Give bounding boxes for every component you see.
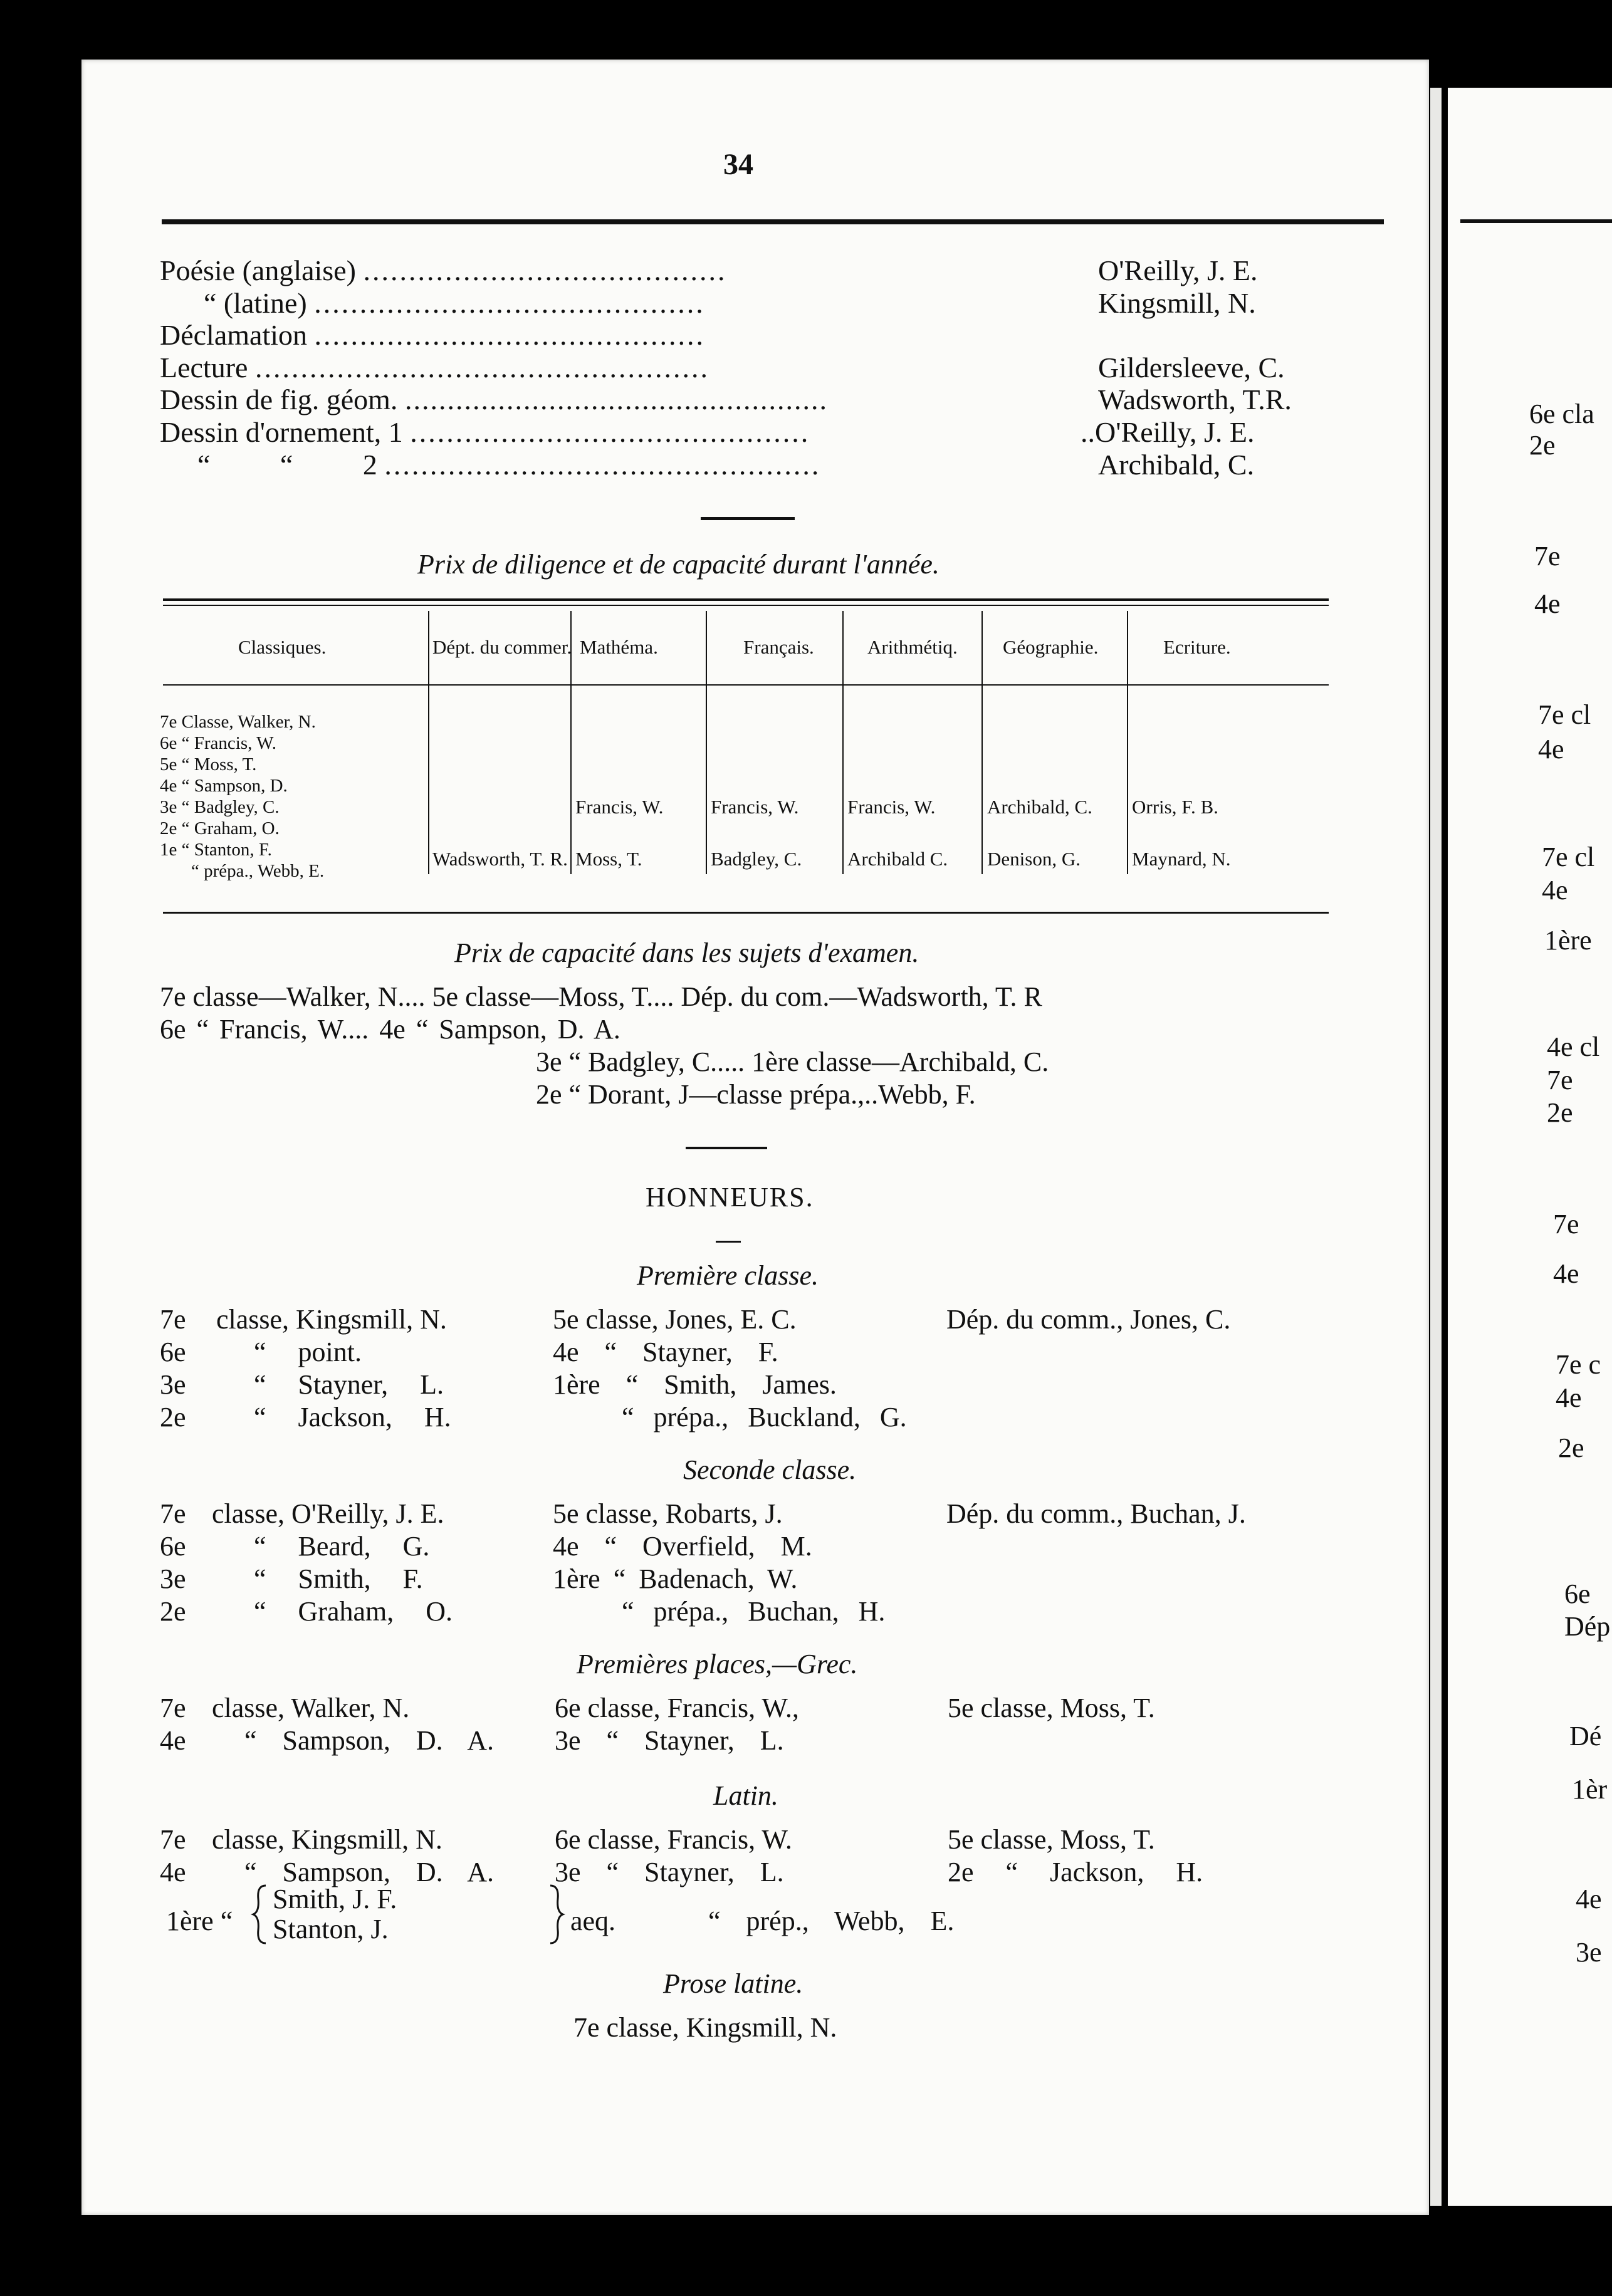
- honour-entry: “ Graham, O.: [254, 1596, 453, 1627]
- honour-entry: 4e “ Overfield, M.: [553, 1531, 812, 1562]
- honour-entry: “ Beard, G.: [254, 1531, 430, 1562]
- honour-entry: “ Stayner, L.: [254, 1369, 444, 1400]
- honneurs-title: HONNEURS.: [646, 1182, 814, 1213]
- honour-entry: Dép. du comm., Buchan, J.: [946, 1498, 1246, 1529]
- class-number: 1ère “: [166, 1906, 233, 1936]
- table-cell: Maynard, N.: [1132, 848, 1231, 870]
- honour-entry: 2e “ Jackson, H.: [948, 1857, 1203, 1887]
- fragment: 2e: [1547, 1097, 1573, 1128]
- prize-winner: ..O'Reilly, J. E.: [1081, 416, 1255, 448]
- honour-entry: classe, Kingsmill, N.: [212, 1824, 442, 1855]
- prize-subject: Dessin d'ornement, 1: [160, 416, 403, 448]
- section-rule: [716, 1241, 741, 1243]
- page-edge: [1430, 88, 1442, 2206]
- premiere-classe-heading: Première classe.: [637, 1260, 819, 1291]
- top-rule: [162, 219, 1384, 224]
- honour-entry: Dép. du comm., Jones, C.: [946, 1304, 1231, 1335]
- prose-latine-heading: Prose latine.: [663, 1968, 803, 1999]
- fragment: 4e: [1542, 875, 1568, 905]
- classiques-list: [160, 711, 324, 882]
- fragment: 4e: [1534, 588, 1561, 619]
- table-cell: Moss, T.: [575, 848, 642, 870]
- table-top-rule: [163, 598, 1329, 601]
- honour-entry: “ prép., Webb, E.: [708, 1906, 955, 1936]
- prize-winner: Archibald, C.: [1098, 449, 1255, 481]
- list-item: “ prépa., Webb, E.: [191, 861, 325, 881]
- list-item: 2e “ Graham, O.: [160, 818, 280, 838]
- class-number: 7e: [160, 1693, 186, 1723]
- table-cell: Wadsworth, T. R.: [432, 848, 568, 870]
- col-rule: [842, 611, 844, 874]
- prize-row: [160, 351, 709, 384]
- header-rule: [163, 684, 1329, 686]
- table-bottom-rule: [163, 912, 1329, 914]
- honour-entry: Smith, J. F.: [273, 1884, 397, 1914]
- fragment: 6e cla: [1529, 399, 1594, 429]
- document-page: [81, 60, 1429, 2215]
- honour-entry: “ Smith, F.: [254, 1563, 423, 1594]
- prize-row: [160, 286, 705, 320]
- honour-entry: classe, Walker, N.: [212, 1693, 410, 1723]
- leader-dots: ...........................................: [314, 287, 705, 319]
- table-cell: Archibald C.: [847, 848, 948, 870]
- table-cell: Francis, W.: [575, 796, 664, 818]
- prize-subject: Dessin de fig. géom.: [160, 384, 398, 415]
- col-rule: [706, 611, 707, 874]
- list-item: 3e “ Badgley, C.: [160, 797, 280, 817]
- fragment: 4e cl: [1547, 1031, 1600, 1062]
- class-number: 3e: [160, 1563, 186, 1594]
- prize-row: [160, 254, 726, 287]
- grec-heading: Premières places,—Grec.: [577, 1649, 858, 1679]
- table-cell: Archibald, C.: [987, 796, 1092, 818]
- prize-row: [160, 415, 810, 449]
- class-number: 7e: [160, 1824, 186, 1855]
- leader-dots: ................................................: [384, 449, 821, 481]
- leader-dots: ..................................................: [404, 384, 828, 415]
- right-brace-icon: [547, 1883, 565, 1946]
- table-cell: Francis, W.: [847, 796, 936, 818]
- honour-entry: classe, Kingsmill, N.: [216, 1304, 447, 1335]
- honour-entry: 3e “ Stayner, L.: [555, 1857, 784, 1887]
- fragment: 1ère: [1544, 925, 1592, 956]
- table-cell: Francis, W.: [711, 796, 799, 818]
- fragment: 4e: [1556, 1382, 1582, 1413]
- honour-entry: 5e classe, Robarts, J.: [553, 1498, 783, 1529]
- honour-entry: “ Jackson, H.: [254, 1402, 451, 1432]
- class-number: 3e: [160, 1369, 186, 1400]
- prize-winner: Wadsworth, T.R.: [1098, 384, 1292, 415]
- honour-entry: “ Sampson, D. A.: [244, 1857, 494, 1887]
- prose-latine-entry: 7e classe, Kingsmill, N.: [573, 2012, 837, 2043]
- left-brace-icon: [251, 1883, 270, 1946]
- prize-winner: Kingsmill, N.: [1098, 287, 1256, 319]
- fragment: 7e: [1547, 1065, 1573, 1095]
- col-rule: [1127, 611, 1128, 874]
- page-number: 34: [723, 148, 753, 181]
- capacite-line: 3e “ Badgley, C..... 1ère classe—Archibald, C.: [536, 1046, 1049, 1077]
- seconde-classe-heading: Seconde classe.: [683, 1454, 857, 1485]
- fragment: 7e c: [1556, 1349, 1601, 1380]
- table-cell: Orris, F. B.: [1132, 796, 1218, 818]
- honour-entry: classe, O'Reilly, J. E.: [212, 1498, 444, 1529]
- table-cell: Denison, G.: [987, 848, 1081, 870]
- honour-entry: 5e classe, Moss, T.: [948, 1824, 1155, 1855]
- fragment: 6e: [1564, 1578, 1591, 1609]
- section-rule: [686, 1147, 767, 1149]
- fragment: Dép: [1564, 1611, 1611, 1642]
- col-header-arith: Arithmétiq.: [867, 636, 958, 658]
- class-number: 6e: [160, 1337, 186, 1367]
- fragment: 2e: [1529, 430, 1556, 461]
- diligence-heading: Prix de diligence et de capacité durant l'année.: [417, 549, 939, 580]
- aeq-group: [273, 1884, 397, 1944]
- leader-dots: ...........................................: [314, 319, 706, 351]
- prize-subject: Déclamation: [160, 319, 308, 351]
- honour-entry: 5e classe, Jones, E. C.: [553, 1304, 797, 1335]
- fragment: 7e: [1553, 1209, 1579, 1239]
- honour-entry: 6e classe, Francis, W.,: [555, 1693, 799, 1723]
- honour-entry: 5e classe, Moss, T.: [948, 1693, 1155, 1723]
- honour-entry: 1ère “ Smith, James.: [553, 1369, 837, 1400]
- fragment: 7e cl: [1538, 699, 1591, 730]
- fragment: 7e: [1534, 541, 1561, 571]
- prize-subject: Poésie (anglaise): [160, 254, 356, 286]
- class-number: 4e: [160, 1857, 186, 1887]
- honour-entry: 4e “ Stayner, F.: [553, 1337, 778, 1367]
- prize-row: [160, 383, 828, 416]
- honour-entry: “ prépa., Buchan, H.: [622, 1596, 886, 1627]
- honour-entry: 1ère “ Badenach, W.: [553, 1563, 798, 1594]
- col-header-commerce: Dépt. du commer.: [432, 636, 572, 658]
- fragment: 3e: [1576, 1937, 1602, 1968]
- table-top-rule-thin: [163, 605, 1329, 606]
- col-header-geo: Géographie.: [1003, 636, 1099, 658]
- fragment: 2e: [1558, 1432, 1584, 1463]
- col-header-francais: Français.: [743, 636, 814, 658]
- latin-heading: Latin.: [713, 1780, 778, 1811]
- honour-entry: 3e “ Stayner, L.: [555, 1725, 784, 1756]
- top-rule: [1460, 219, 1612, 223]
- prize-subject: “ (latine): [204, 287, 307, 319]
- capacite-line: 7e classe—Walker, N.... 5e classe—Moss, T.... Dép. du com.—Wadsworth, T. R: [160, 981, 1042, 1012]
- honour-entry: “ prépa., Buckland, G.: [622, 1402, 907, 1432]
- leader-dots: ..................................................: [254, 352, 709, 384]
- col-header-ecriture: Ecriture.: [1163, 636, 1231, 658]
- honour-entry: 6e classe, Francis, W.: [555, 1824, 792, 1855]
- fragment: 7e cl: [1542, 842, 1595, 872]
- class-number: 6e: [160, 1531, 186, 1562]
- col-rule: [981, 611, 983, 874]
- prize-subject: Lecture: [160, 352, 248, 384]
- list-item: 5e “ Moss, T.: [160, 754, 257, 775]
- honour-entry: Stanton, J.: [273, 1914, 389, 1944]
- capacite-line: 2e “ Dorant, J—classe prépa.,..Webb, F.: [536, 1079, 976, 1110]
- fragment: 4e: [1538, 734, 1564, 764]
- table-cell: Badgley, C.: [711, 848, 802, 870]
- prize-subject: “ “ 2: [197, 449, 377, 481]
- list-item: 4e “ Sampson, D.: [160, 776, 288, 796]
- prize-winner: O'Reilly, J. E.: [1098, 254, 1258, 286]
- list-item: 7e Classe, Walker, N.: [160, 712, 316, 732]
- aeq-label: aeq.: [570, 1906, 616, 1936]
- prize-row: [160, 318, 705, 352]
- leader-dots: ........................................: [363, 254, 727, 286]
- leader-dots: ............................................: [410, 416, 810, 448]
- class-number: 2e: [160, 1402, 186, 1432]
- capacite-line: 6e “ Francis, W.... 4e “ Sampson, D. A.: [160, 1014, 620, 1045]
- honour-entry: “ Sampson, D. A.: [244, 1725, 494, 1756]
- class-number: 2e: [160, 1596, 186, 1627]
- col-header-classiques: Classiques.: [238, 636, 327, 658]
- class-number: 7e: [160, 1498, 186, 1529]
- class-number: 4e: [160, 1725, 186, 1756]
- class-number: 7e: [160, 1304, 186, 1335]
- fragment: 1èr: [1572, 1774, 1608, 1805]
- capacite-heading: Prix de capacité dans les sujets d'examen.: [454, 937, 919, 968]
- fragment: 4e: [1553, 1258, 1579, 1289]
- fragment: Dé: [1569, 1721, 1602, 1751]
- prize-row: [160, 448, 820, 481]
- prize-winner: Gildersleeve, C.: [1098, 352, 1285, 384]
- section-rule: [701, 517, 795, 520]
- col-header-mathema: Mathéma.: [580, 636, 658, 658]
- list-item: 6e “ Francis, W.: [160, 733, 277, 753]
- list-item: 1e “ Stanton, F.: [160, 840, 272, 860]
- honour-entry: “ point.: [254, 1337, 362, 1367]
- fragment: 4e: [1576, 1884, 1602, 1914]
- col-rule: [428, 611, 429, 874]
